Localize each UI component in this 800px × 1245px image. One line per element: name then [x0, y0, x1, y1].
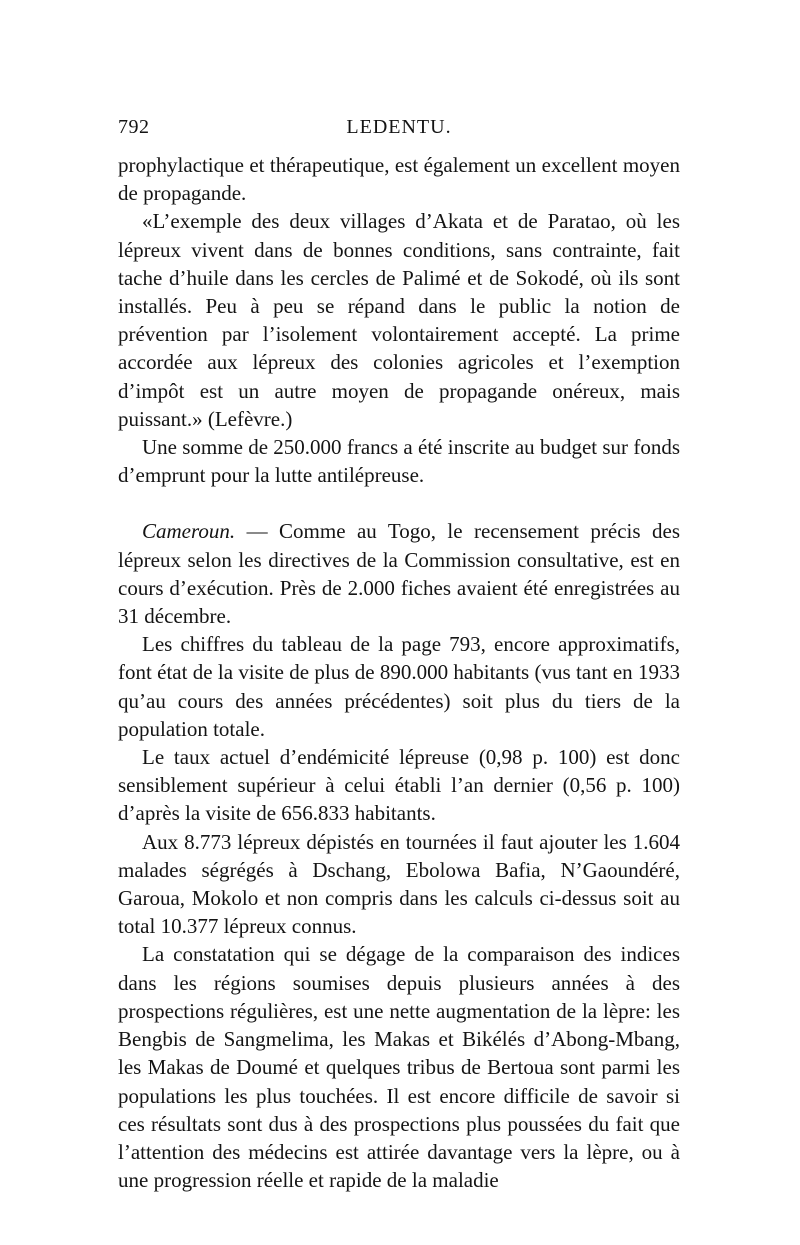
body-text: [118, 151, 680, 1194]
paragraph-cameroun-text: — Comme au Togo, le recensement précis des lépreux selon les directives de la Commission consultative, est en cours d’exécution. Près de 2.000 fiches avaient été enregistrées au 31 décembre.: [118, 519, 680, 629]
section-title-cameroun: Cameroun.: [142, 519, 236, 544]
paragraph-cameroun: [118, 517, 680, 630]
paragraph-table-reference: Les chiffres du tableau de la page 793, encore approximatifs, font état de la visite de plus de 890.000 habitants (vus tant en 1933 qu’au cours des années précédentes) soit plus du tiers de la population totale.: [118, 632, 680, 741]
running-title: LEDENTU.: [346, 116, 452, 138]
paragraph-lepers-total: Aux 8.773 lépreux dépistés en tournées il faut ajouter les 1.604 malades ségrégés à Dschang, Ebolowa Bafia, N’Gaoundéré, Garoua, Mokolo et non compris dans les calculs ci-dessus soit au total 10.377 lépreux connus.: [118, 829, 680, 939]
paragraph-budget: Une somme de 250.000 francs a été inscrite au budget sur fonds d’emprunt pour la lutte antilépreuse.: [118, 435, 680, 488]
paragraph-quote: «L’exemple des deux villages d’Akata et de Paratao, où les lépreux vivent dans de bonnes conditions, sans contrainte, fait tache d’huile dans les cercles de Palimé et de Sokodé, où ils sont installés. Peu à peu se répand dans le public la notion de prévention par l’isolement volontairement accepté. La prime accordée aux lépreux des colonies agricoles et l’exemption d’impôt est un autre moyen de propagande onéreux, mais puissant.» (Lefèvre.): [118, 209, 680, 431]
paragraph-endemicity-rate: Le taux actuel d’endémicité lépreuse (0,98 p. 100) est donc sensiblement supérieur à celui établi l’an dernier (0,56 p. 100) d’après la visite de 656.833 habitants.: [118, 745, 680, 826]
paragraph-regional-comparison: La constatation qui se dégage de la comparaison des indices dans les régions soumises depuis plusieurs années à des prospections régulières, est une nette augmentation de la lèpre: les Bengbis de Sangmelima, les Makas et Bikélés d’Abong-Mbang, les Makas de Doumé et quelques tribus de Bertoua sont parmi les populations les plus touchées. Il est encore difficile de savoir si ces résultats sont dus à des prospections plus poussées du fait que l’attention des médecins est attirée davantage vers la lèpre, ou à une progression réelle et rapide de la maladie: [118, 942, 680, 1193]
paragraph-continuation: prophylactique et thérapeutique, est également un excellent moyen de propagande.: [118, 153, 680, 206]
page-header: [118, 116, 680, 146]
page-number: 792: [118, 116, 150, 138]
